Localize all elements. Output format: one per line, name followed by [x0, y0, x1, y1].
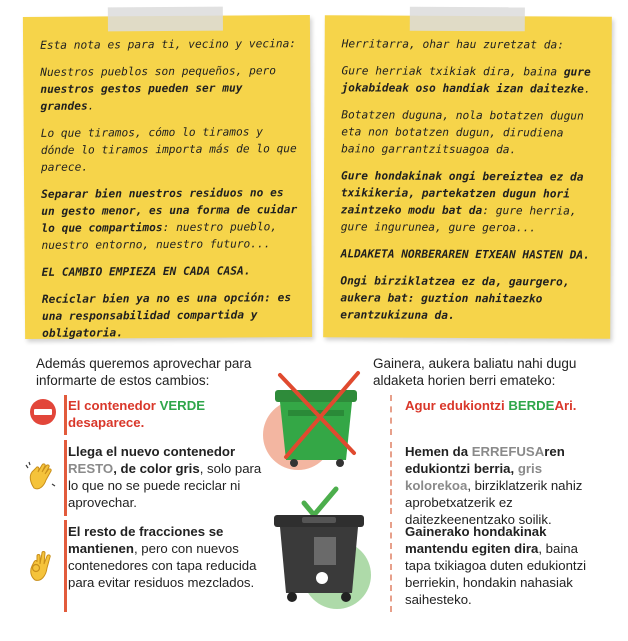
note-paragraph: Nuestros pueblos son pequeños, pero nuestros gestos pueden ser muy grandes.	[40, 64, 277, 113]
item-other-fractions-eu: Gainerako hondakinak mantendu egiten dira, baina tapa txikiagoa duten edukiontzi berriekin, hondakin nahasiak saihesteko.	[405, 524, 587, 607]
accent-bar	[64, 395, 67, 435]
dashed-divider	[390, 395, 402, 435]
note-paragraph: Lo que tiramos, cómo lo tiramos y dónde lo tiramos importa más de lo que parece.	[40, 125, 297, 174]
ok-hand-icon	[26, 550, 56, 582]
note-spanish-text	[40, 35, 300, 352]
note-slogan: ALDAKETA NORBERAREN ETXEAN HASTEN DA.	[340, 247, 590, 262]
note-spanish	[23, 15, 312, 339]
note-basque-text	[340, 35, 600, 334]
intro-spanish: Además queremos aprovechar para informarte de estos cambios:	[36, 356, 252, 388]
item-green-disappears: El contenedor VERDE desaparece.	[68, 398, 206, 430]
no-entry-icon	[28, 397, 58, 427]
accent-bar	[64, 440, 67, 516]
item-new-rest-bin-eu: Hemen da ERREFUSAren edukiontzi berria, gris kolorekoa, birziklatzerik nahiz aprobetxatzerik ez daitezkeenentzako soilik.	[405, 444, 583, 527]
item-new-rest-bin: Llega el nuevo contenedor RESTO, de color gris, solo para lo que no se puede reciclar ni aprovechar.	[68, 444, 262, 510]
note-paragraph: Gure herriak txikiak dira, baina gure jokabideak oso handiak izan daitezke.	[341, 64, 591, 96]
tape	[108, 7, 223, 32]
grey-bin-checked-icon	[262, 483, 374, 613]
green-bin-crossed-icon	[258, 365, 370, 475]
intro-basque: Gainera, aukera baliatu nahi dugu aldaketa horien berri emateko:	[373, 356, 577, 388]
dashed-divider	[390, 442, 402, 514]
item-green-disappears-eu: Agur edukiontzi BERDEAri.	[405, 398, 577, 413]
note-paragraph: Ongi birziklatzea ez da, gaurgero, aukera bat: guztion nahitaezko erantzukizuna da.	[340, 274, 570, 322]
note-paragraph: Gure hondakinak ongi bereiztea ez da txikikeria, partekatzen dugun hori zaintzeko modu bat da: gure herria, gure ingurunea, gure geroa...	[340, 169, 584, 235]
note-paragraph: Separar bien nuestros residuos no es un gesto menor, es una forma de cuidar lo que compartimos: nuestro pueblo, nuestro entorno, nuestro futuro...	[41, 186, 298, 252]
tape	[410, 7, 525, 32]
note-slogan: EL CAMBIO EMPIEZA EN CADA CASA.	[41, 264, 251, 279]
dashed-divider	[390, 522, 402, 612]
accent-bar	[64, 520, 67, 612]
note-basque	[323, 15, 612, 338]
waving-hand-icon	[24, 460, 58, 494]
note-greeting: Herritarra, ohar hau zuretzat da:	[341, 37, 565, 52]
note-paragraph: Reciclar bien ya no es una opción: es una responsabilidad compartida y obligatoria.	[41, 291, 292, 340]
item-other-fractions: El resto de fracciones se mantienen, pero con nuevos contenedores con tapa reducida para evitar residuos mezclados.	[68, 524, 257, 590]
note-paragraph: Botatzen duguna, nola botatzen dugun eta non botatzen dugun, dirudiena baino garrantzitsuagoa da.	[341, 108, 584, 157]
note-greeting: Esta nota es para ti, vecino y vecina:	[40, 37, 297, 52]
